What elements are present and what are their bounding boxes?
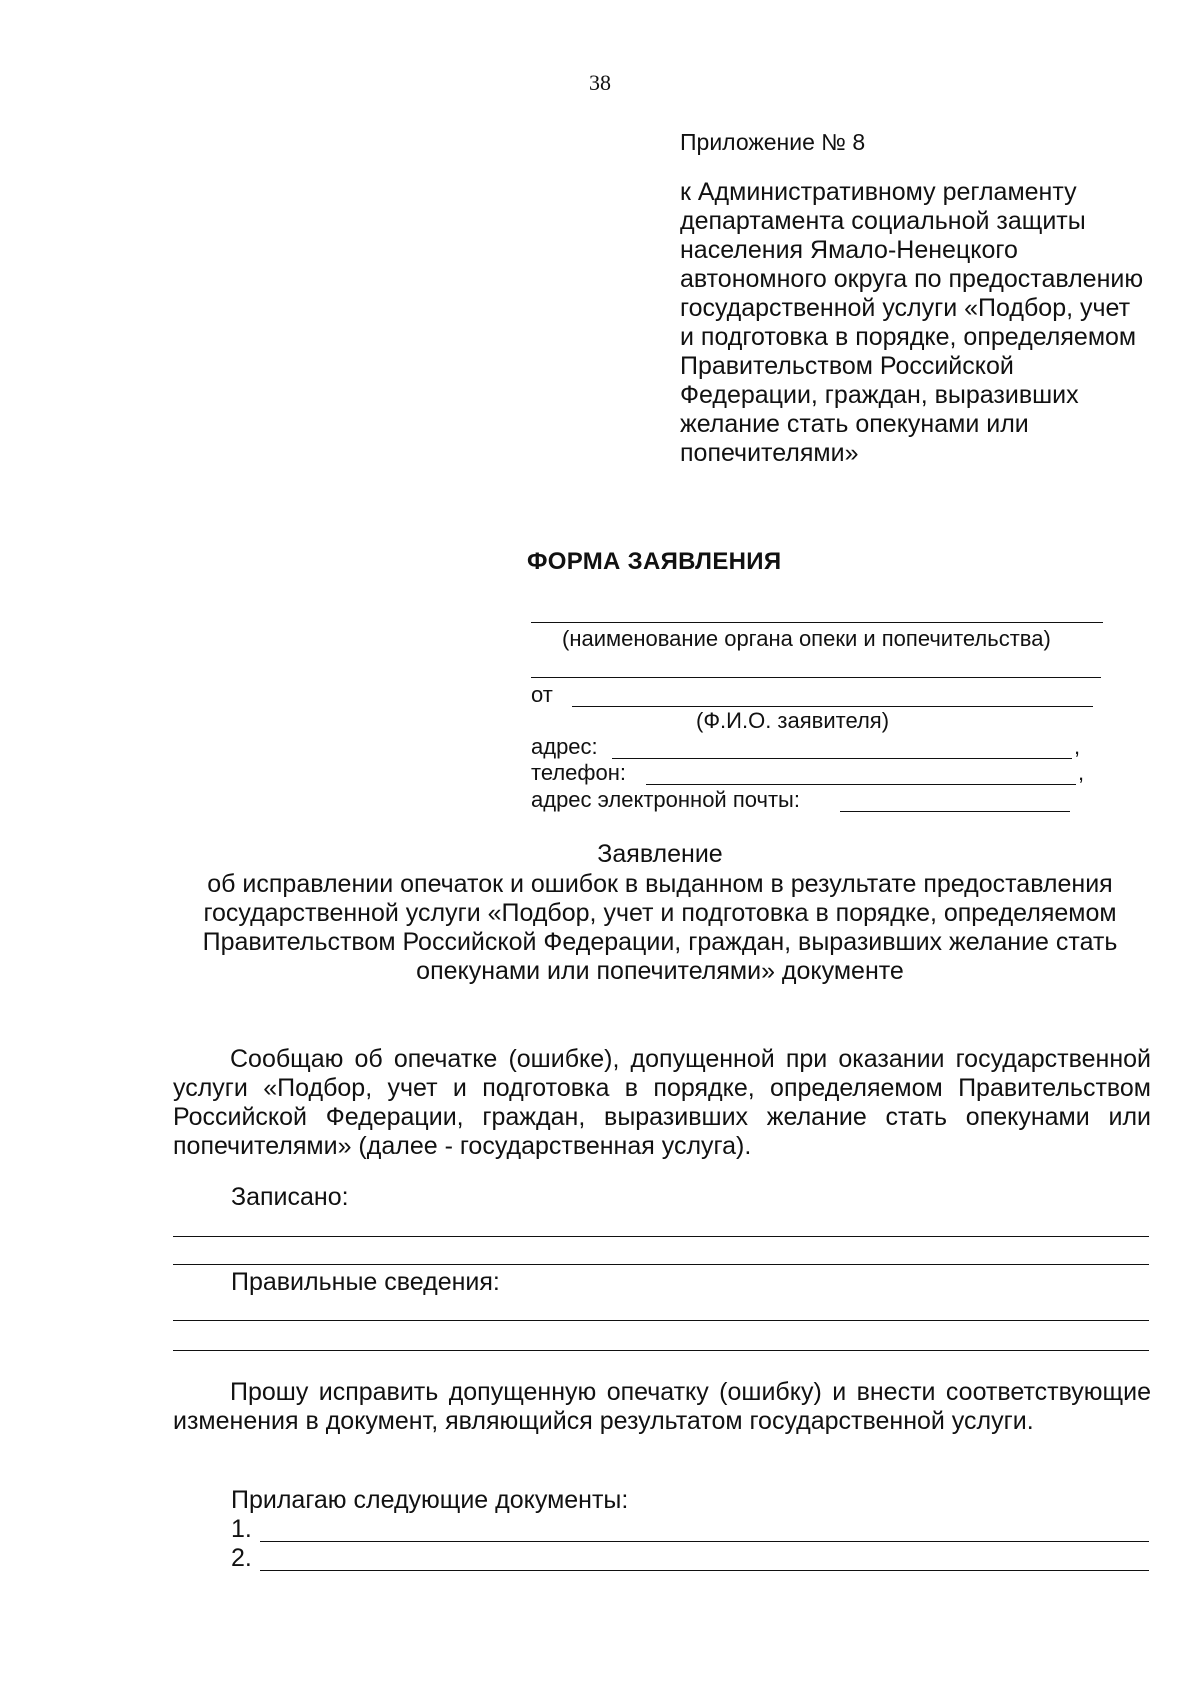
authority-name-line[interactable] xyxy=(531,622,1103,623)
authority-caption: (наименование органа опеки и попечительства) xyxy=(562,626,1051,651)
from-label: от xyxy=(531,682,553,707)
authority-name-line-2[interactable] xyxy=(531,677,1101,678)
attachment-line-1[interactable] xyxy=(260,1541,1149,1542)
attachment-number-1: 1. xyxy=(231,1515,252,1543)
address-comma: , xyxy=(1074,734,1081,759)
address-line[interactable] xyxy=(612,758,1072,759)
page-number: 38 xyxy=(589,70,611,95)
attachment-line-2[interactable] xyxy=(260,1570,1149,1571)
phone-comma: , xyxy=(1078,760,1085,785)
request-paragraph: Прошу исправить допущенную опечатку (ошибку) и внести соответствующие изменения в документ, являющийся результатом государственной услуги. xyxy=(173,1378,1151,1435)
correct-info-label: Правильные сведения: xyxy=(231,1268,500,1296)
statement-subtitle: об исправлении опечаток и ошибок в выданном в результате предоставления государственной услуги «Подбор, учет и подготовка в порядке, определяемом Правительством Российской Федерации, граждан, выразивших желание стать опекунами или попечителями» документе xyxy=(202,870,1118,985)
attachments-label: Прилагаю следующие документы: xyxy=(231,1486,629,1514)
statement-title: Заявление xyxy=(597,840,723,868)
correct-info-line-2[interactable] xyxy=(173,1350,1149,1351)
attachment-number-2: 2. xyxy=(231,1544,252,1572)
written-label: Записано: xyxy=(231,1183,349,1211)
report-paragraph: Сообщаю об опечатке (ошибке), допущенной при оказании государственной услуги «Подбор, учет и подготовка в порядке, определяемом Правительством Российской Федерации, граждан, выразивших желание стать опекунами или попечителями» (далее - государственная услуга). xyxy=(173,1045,1151,1160)
applicant-fio-line[interactable] xyxy=(572,706,1093,707)
phone-line[interactable] xyxy=(646,784,1076,785)
fio-caption: (Ф.И.О. заявителя) xyxy=(696,708,890,733)
form-title: ФОРМА ЗАЯВЛЕНИЯ xyxy=(527,548,782,575)
email-label: адрес электронной почты: xyxy=(531,787,800,812)
written-line-2[interactable] xyxy=(173,1264,1149,1265)
written-line-1[interactable] xyxy=(173,1236,1149,1237)
appendix-label: Приложение № 8 xyxy=(680,129,866,155)
address-label: адрес: xyxy=(531,734,598,759)
email-line[interactable] xyxy=(840,811,1070,812)
appendix-regulation-reference: к Административному регламенту департамента социальной защиты населения Ямало-Ненецкого автономного округа по предоставлению государственной услуги «Подбор, учет и подготовка в порядке, определяемом Правительством Российской Федерации, граждан, выразивших желание стать опекунами или попечителями» xyxy=(680,178,1144,467)
correct-info-line-1[interactable] xyxy=(173,1320,1149,1321)
phone-label: телефон: xyxy=(531,760,627,785)
